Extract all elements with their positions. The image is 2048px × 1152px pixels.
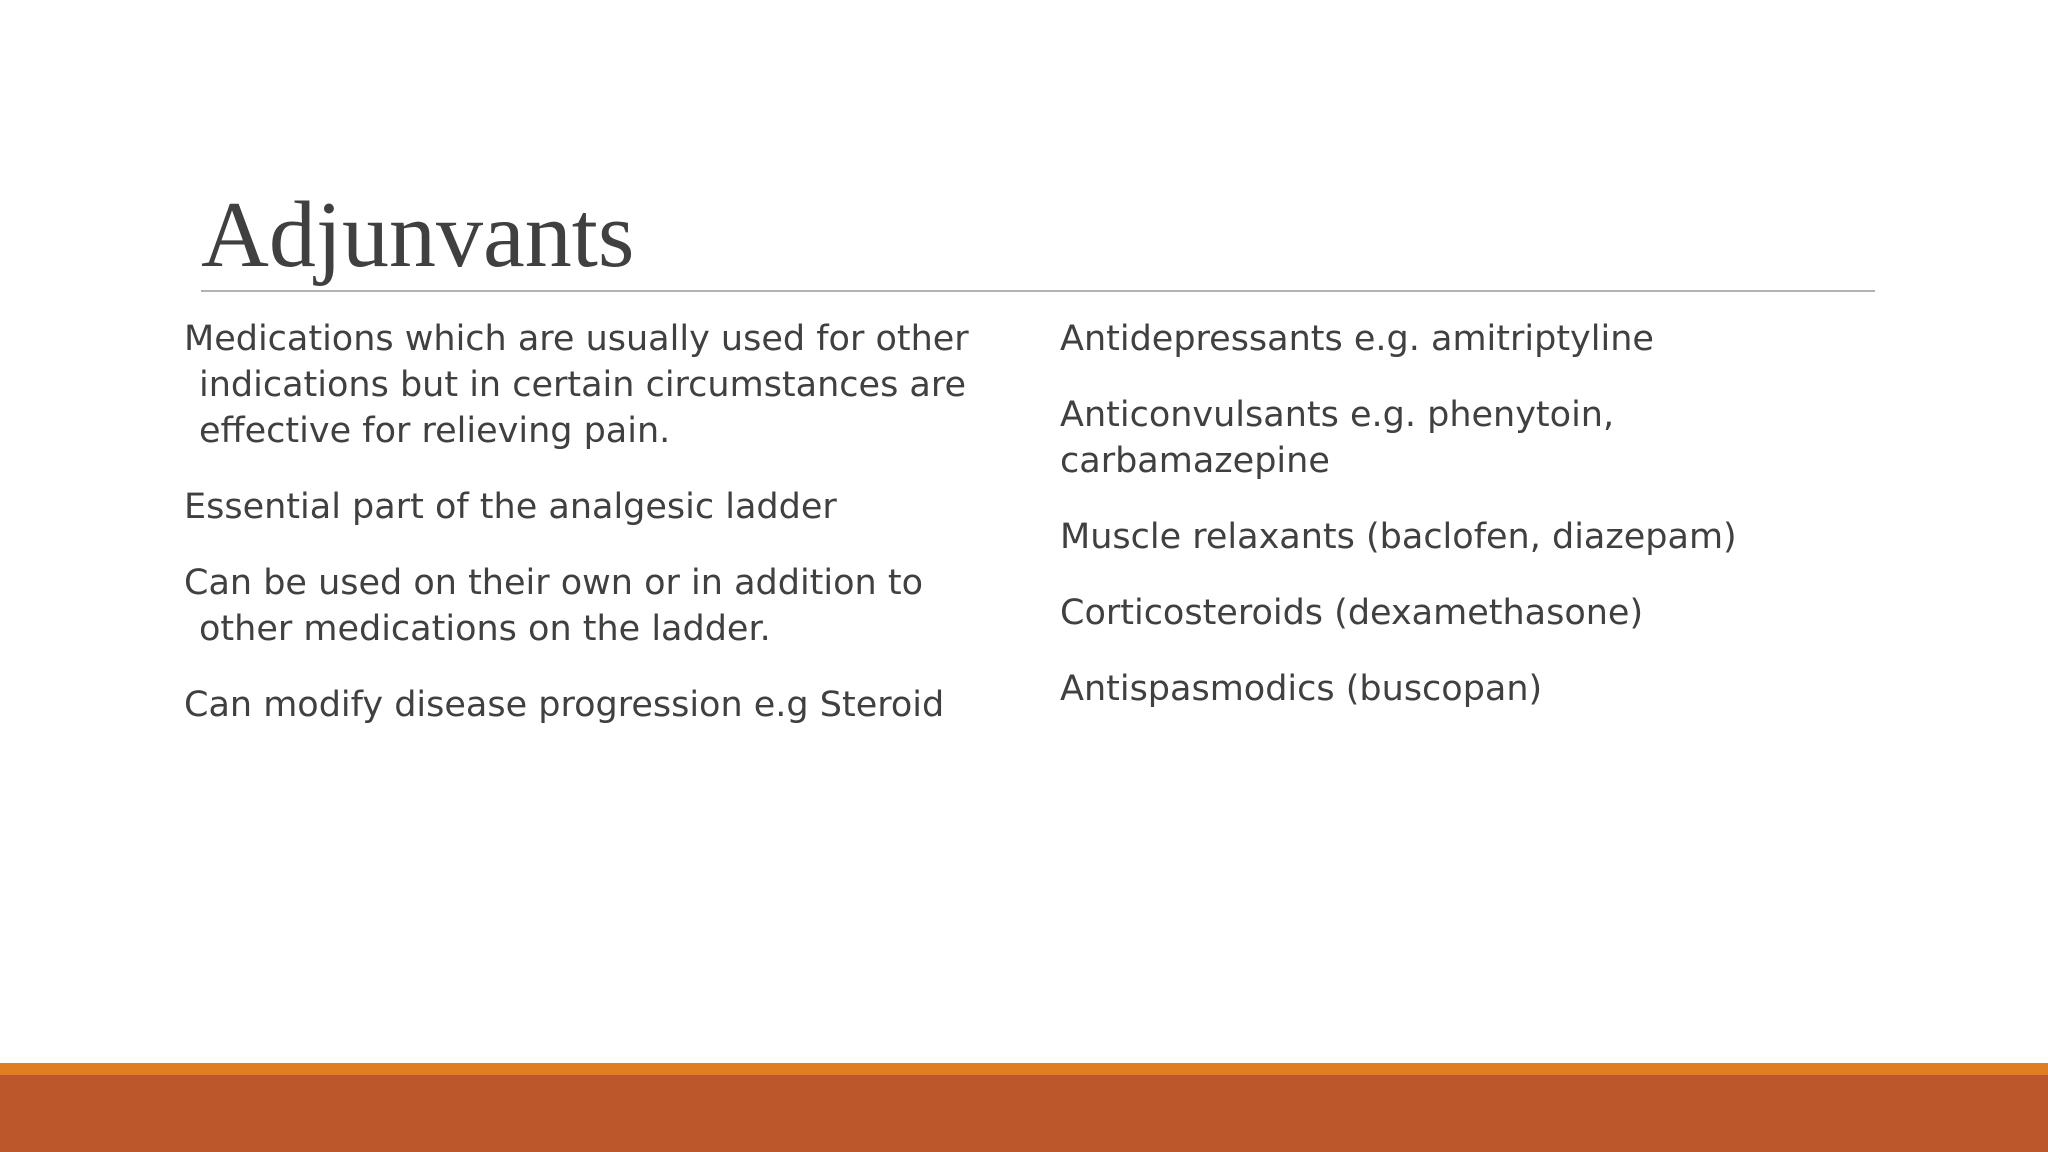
right-bullet-5: Antispasmodics (buscopan): [1060, 669, 1543, 709]
footer-accent-stripe: [0, 1063, 2048, 1075]
footer-band: [0, 1075, 2048, 1152]
left-bullet-4: Can modify disease progression e.g Steroid: [184, 685, 945, 725]
slide-title: Adjunvants: [201, 183, 635, 287]
right-bullet-2: Anticonvulsants e.g. phenytoin, carbamazepine: [1060, 395, 1615, 481]
left-bullet-2: Essential part of the analgesic ladder: [184, 487, 837, 527]
right-bullet-3: Muscle relaxants (baclofen, diazepam): [1060, 517, 1737, 557]
left-bullet-3: Can be used on their own or in addition to other medications on the ladder.: [184, 563, 923, 649]
right-bullet-4: Corticosteroids (dexamethasone): [1060, 593, 1644, 633]
right-bullet-1: Antidepressants e.g. amitriptyline: [1060, 319, 1654, 359]
left-content-column: [184, 316, 1004, 758]
title-divider: [201, 290, 1875, 292]
right-content-column: [1060, 316, 1880, 742]
left-bullet-1: Medications which are usually used for other indications but in certain circumstances are effective for relieving pain.: [184, 319, 969, 451]
